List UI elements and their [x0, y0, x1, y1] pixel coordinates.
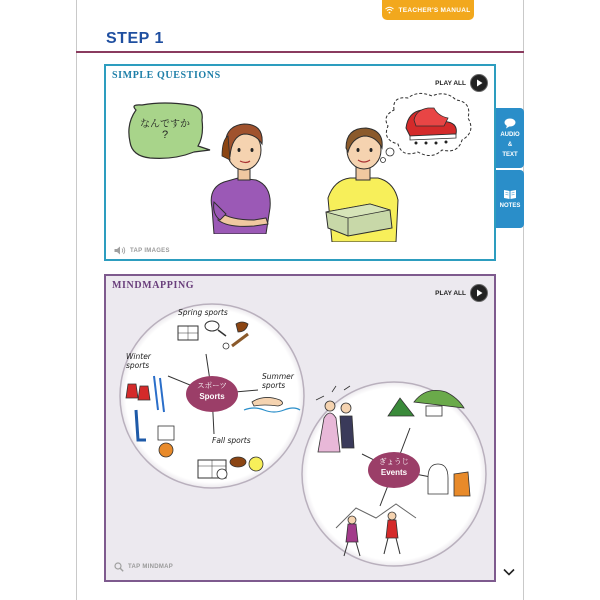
events-center-en: Events [380, 468, 408, 477]
page-title: STEP 1 [106, 30, 164, 47]
mindmapping-panel [104, 274, 496, 582]
magnifier-icon [114, 562, 124, 572]
branch-spring: Spring sports [178, 308, 228, 317]
speech-text-line1: なんですか [140, 119, 190, 130]
audio-text-tab[interactable] [496, 108, 524, 168]
mindmap-play-all-label: PLAY ALL [435, 289, 466, 297]
tap-mindmap-label: TAP MINDMAP [128, 564, 174, 570]
speech-bubble[interactable] [124, 102, 206, 162]
simple-questions-title: SIMPLE QUESTIONS [112, 70, 221, 81]
events-center-jp: ぎょうじ [379, 457, 409, 466]
woman-illustration[interactable] [200, 116, 290, 234]
speech-text-line2: ? [161, 129, 169, 141]
audio-tab-label-3: TEXT [502, 151, 518, 158]
play-icon [470, 284, 488, 302]
teachers-manual-button[interactable] [382, 0, 474, 20]
tap-images-label: TAP IMAGES [130, 247, 170, 254]
play-all-label: PLAY ALL [435, 79, 466, 87]
speech-bubble-icon [504, 118, 516, 129]
boy-illustration[interactable] [318, 124, 410, 242]
title-divider [76, 51, 524, 53]
branch-summer: Summer sports [262, 372, 294, 390]
wifi-icon [385, 6, 394, 14]
teachers-manual-label: TEACHER'S MANUAL [398, 6, 471, 14]
audio-tab-label-2: & [507, 141, 513, 148]
tap-images-hint [114, 246, 170, 255]
mindmap-play-all-button[interactable] [435, 284, 488, 302]
events-mindmap[interactable] [296, 378, 492, 568]
simple-questions-panel [104, 64, 496, 261]
branch-winter: Winter sports [126, 352, 151, 370]
chevron-down-icon[interactable] [503, 568, 515, 576]
tap-mindmap-hint [114, 562, 173, 572]
notes-tab[interactable] [496, 170, 524, 228]
speaker-icon [114, 246, 126, 255]
book-icon [503, 189, 517, 200]
branch-fall: Fall sports [212, 436, 251, 445]
audio-tab-label-1: AUDIO [500, 131, 520, 138]
sports-mindmap[interactable] [114, 302, 310, 490]
sports-center-jp: スポーツ [197, 381, 227, 390]
notes-tab-label: NOTES [499, 202, 521, 209]
sports-center-en: Sports [199, 392, 225, 401]
mindmapping-title: MINDMAPPING [112, 280, 195, 291]
